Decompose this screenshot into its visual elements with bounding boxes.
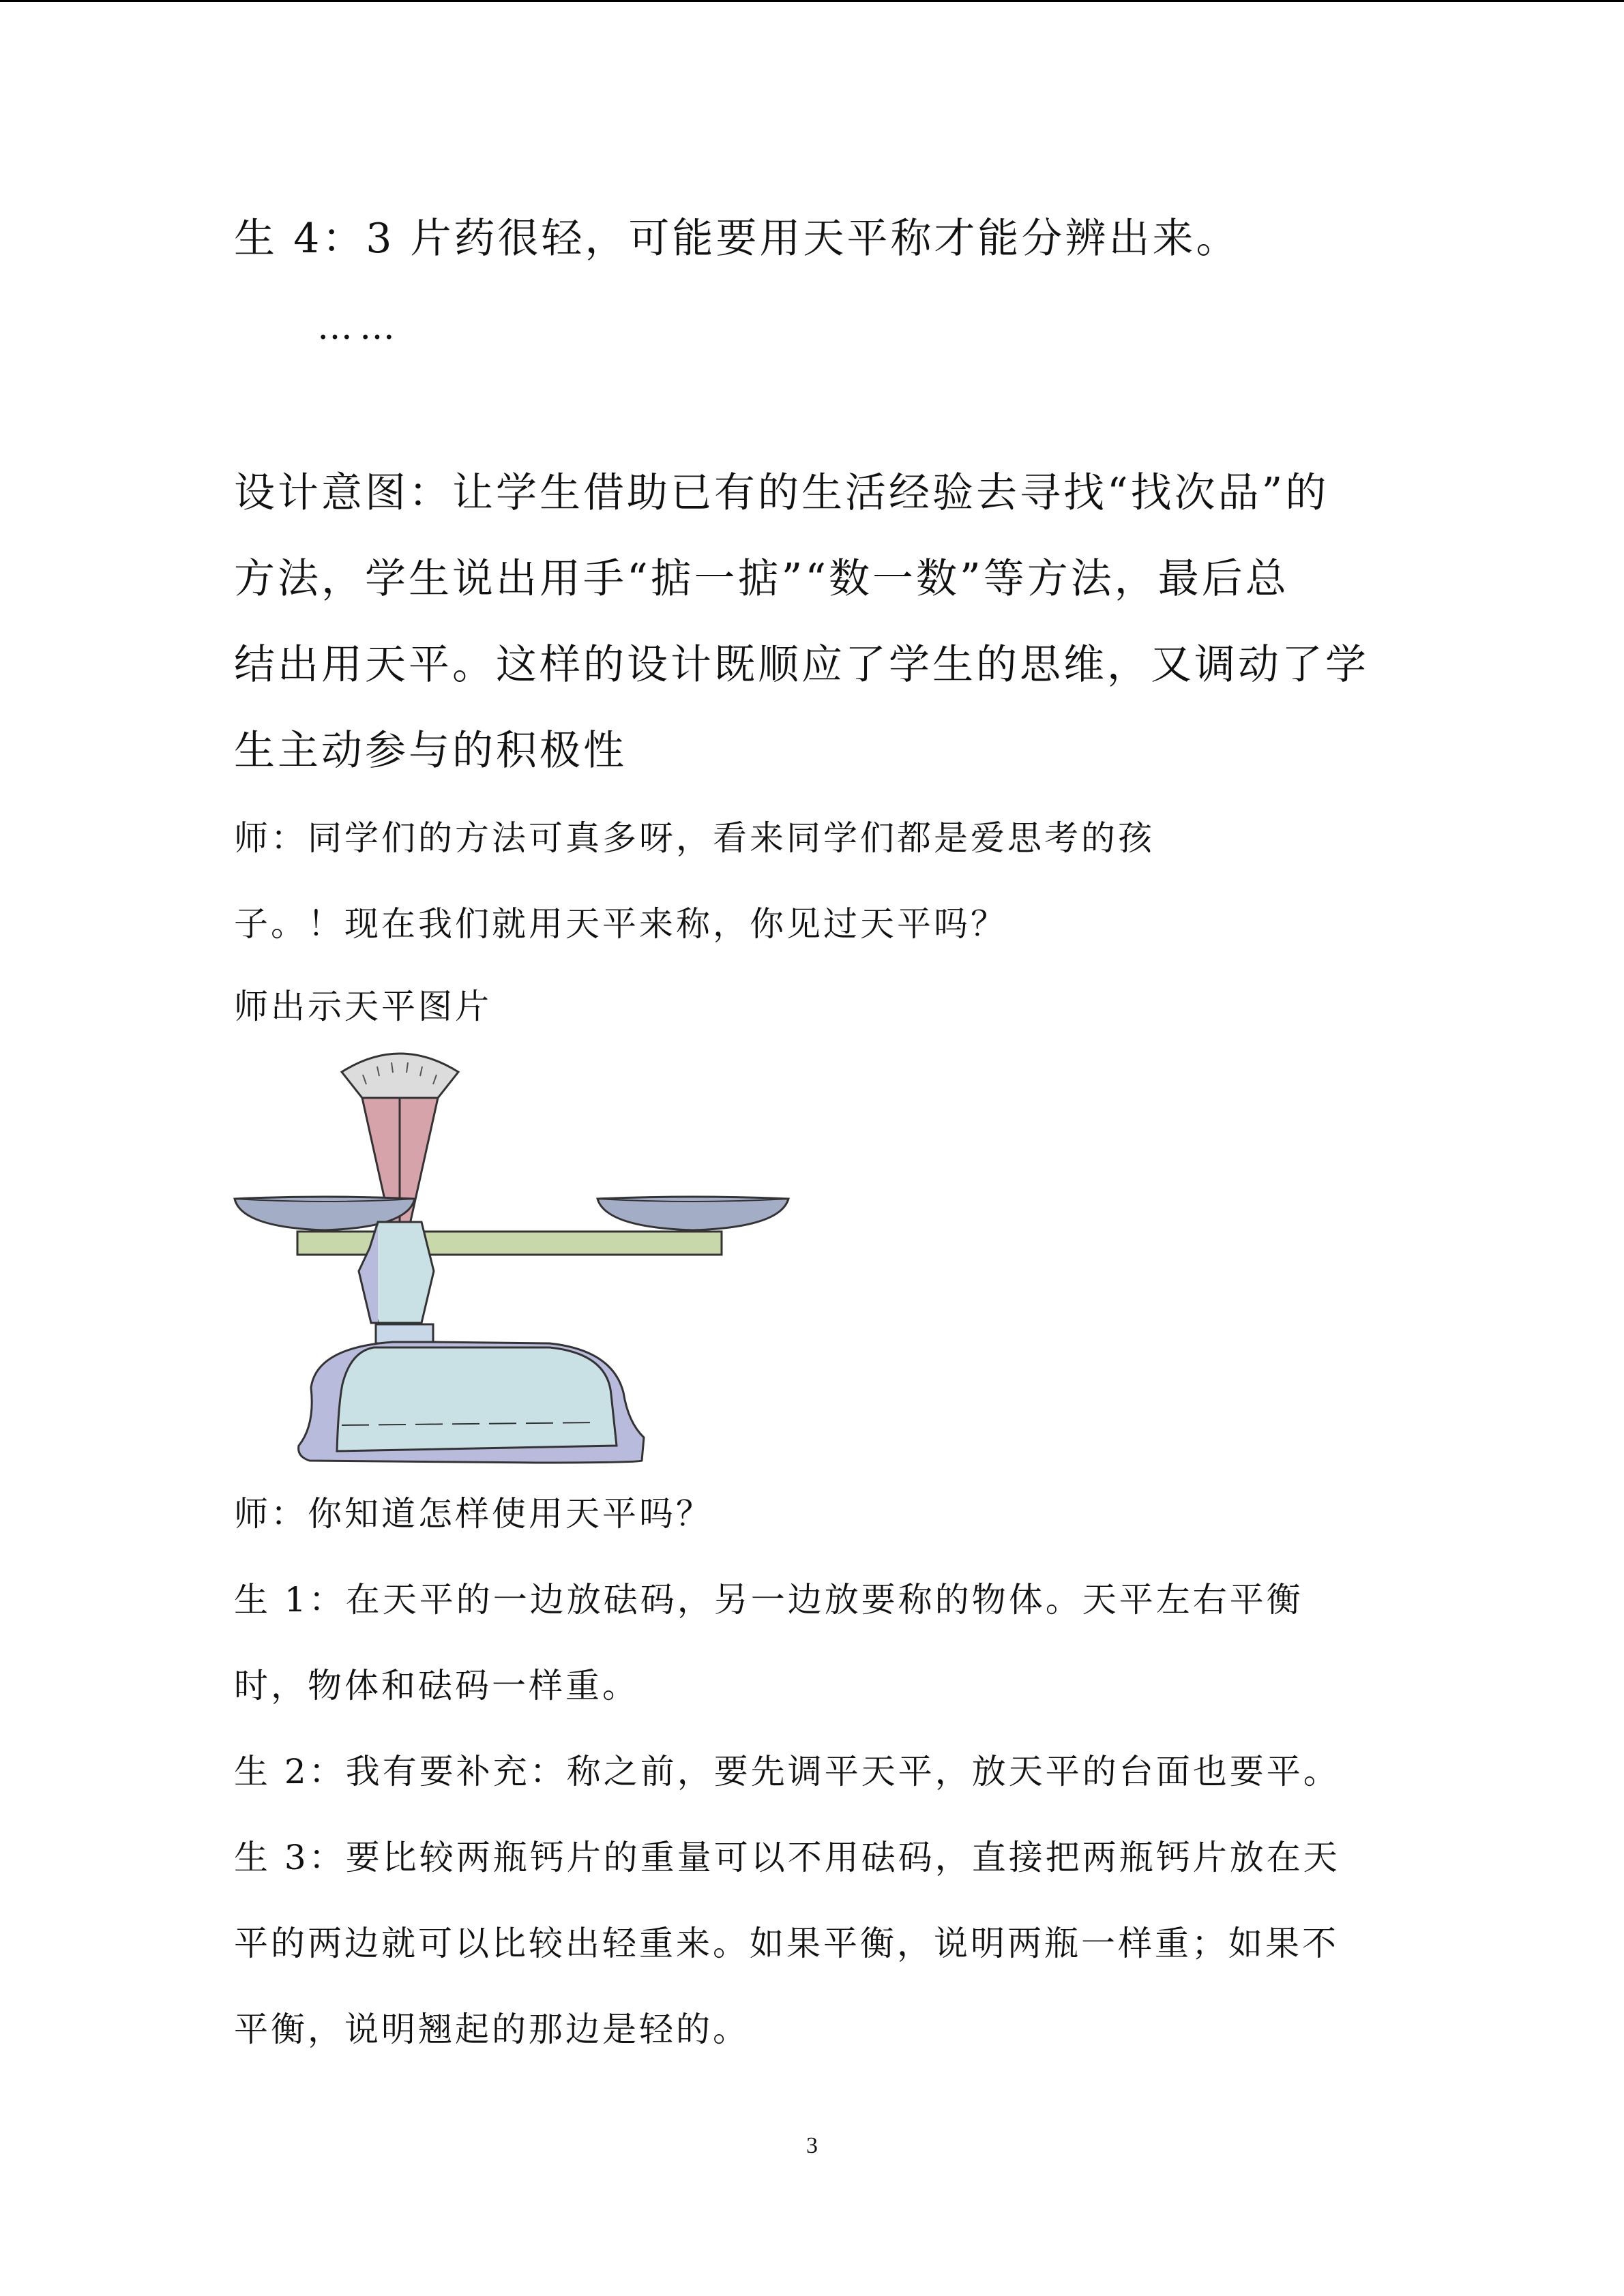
teacher-shows-picture: 师出示天平图片 xyxy=(234,987,492,1026)
teacher-line-1: 师：同学们的方法可真多呀，看来同学们都是爱思考的孩 xyxy=(234,818,1155,858)
student-3-line-1: 生 3：要比较两瓶钙片的重量可以不用砝码，直接把两瓶钙片放在天 xyxy=(234,1838,1340,1877)
collar xyxy=(376,1324,433,1343)
student-1-line-2: 时，物体和砝码一样重。 xyxy=(234,1666,639,1705)
beam xyxy=(297,1232,722,1255)
design-intent-line-3: 结出用天平。这样的设计既顺应了学生的思维，又调动了学 xyxy=(234,641,1369,689)
student-1-line-1: 生 1：在天平的一边放砝码，另一边放要称的物体。天平左右平衡 xyxy=(234,1580,1303,1620)
teacher-line-2: 子。！现在我们就用天平来称，你见过天平吗？ xyxy=(234,904,1007,944)
ellipsis: …… xyxy=(317,307,402,348)
student-4-line: 生 4：3 片药很轻，可能要用天平称才能分辨出来。 xyxy=(234,215,1240,263)
page-number: 3 xyxy=(806,2133,818,2158)
design-intent-line-1: 设计意图：让学生借助已有的生活经验去寻找“找次品”的 xyxy=(234,469,1329,517)
student-3-line-2: 平的两边就可以比较出轻重来。如果平衡，说明两瓶一样重；如果不 xyxy=(234,1924,1339,1963)
top-border-rule xyxy=(0,0,1624,2)
teacher-question: 师：你知道怎样使用天平吗？ xyxy=(234,1494,713,1534)
base-front xyxy=(337,1347,617,1451)
design-intent-line-2: 方法，学生说出用手“掂一掂”“数一数”等方法，最后总 xyxy=(234,555,1289,603)
balance-scale-illustration xyxy=(229,1043,799,1473)
dial-fan xyxy=(342,1054,458,1098)
student-2-line: 生 2：我有要补充：称之前，要先调平天平，放天平的台面也要平。 xyxy=(234,1752,1340,1791)
student-3-line-3: 平衡，说明翘起的那边是轻的。 xyxy=(234,2010,750,2049)
design-intent-line-4: 生主动参与的积极性 xyxy=(234,727,627,775)
